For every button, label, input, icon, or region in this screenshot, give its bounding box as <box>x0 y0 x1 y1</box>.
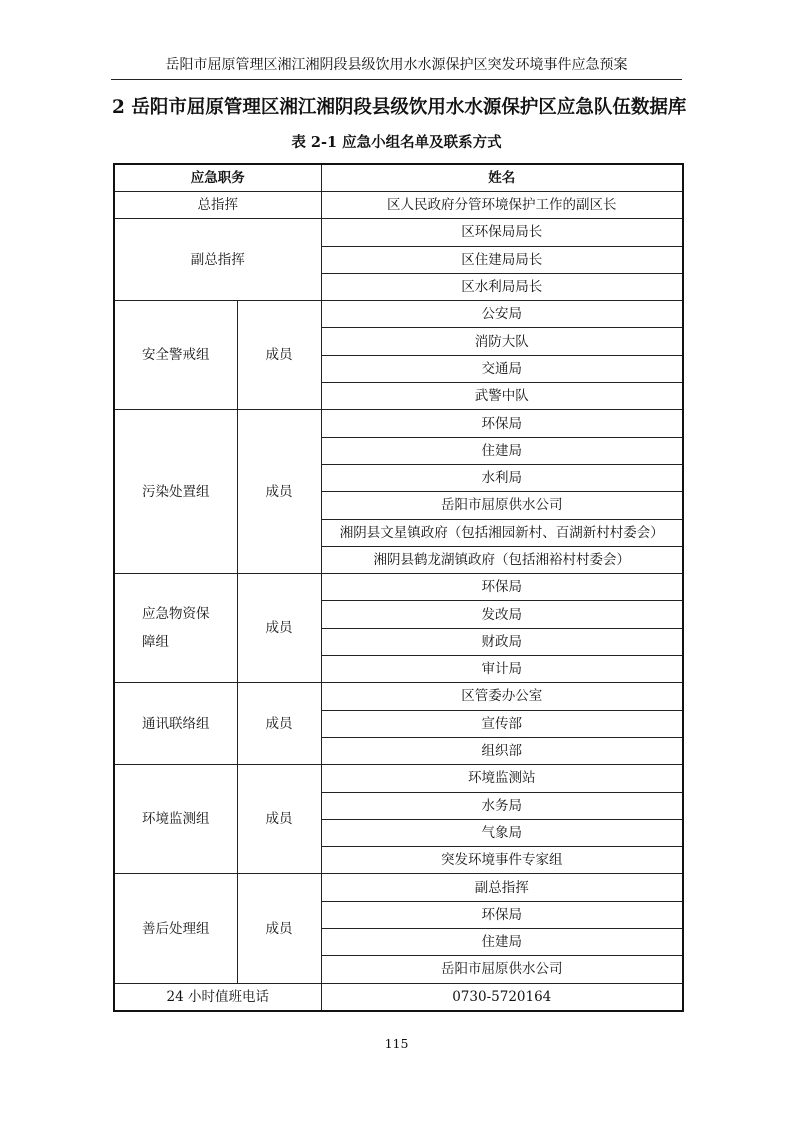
group-name: 环境监测组 <box>114 765 237 874</box>
section-title: 2 岳阳市屈原管理区湘江湘阴段县级饮用水水源保护区应急队伍数据库 <box>112 97 687 118</box>
unit-name: 气象局 <box>321 819 683 846</box>
deputy-role: 副总指挥 <box>114 219 321 301</box>
table-row <box>114 301 683 328</box>
member-label: 成员 <box>237 301 321 410</box>
unit-name: 岳阳市屈原供水公司 <box>321 492 683 519</box>
group-name: 安全警戒组 <box>114 301 237 410</box>
group-name: 善后处理组 <box>114 874 237 983</box>
unit-name: 环保局 <box>321 410 683 437</box>
group-name: 污染处置组 <box>114 410 237 574</box>
table-row <box>114 219 683 246</box>
unit-name: 宣传部 <box>321 710 683 737</box>
unit-name: 组织部 <box>321 737 683 764</box>
unit-name: 环保局 <box>321 574 683 601</box>
hotline-number: 0730-5720164 <box>321 983 683 1011</box>
hotline-label: 24 小时值班电话 <box>114 983 321 1011</box>
table-row <box>114 192 683 219</box>
table-caption: 表 2-1 应急小组名单及联系方式 <box>291 134 502 151</box>
deputy-name: 区水利局局长 <box>321 273 683 300</box>
member-label: 成员 <box>237 574 321 683</box>
table-row <box>114 410 683 437</box>
running-header: 岳阳市屈原管理区湘江湘阴段县级饮用水水源保护区突发环境事件应急预案 <box>165 57 628 73</box>
header-role: 应急职务 <box>114 164 321 192</box>
unit-name: 水利局 <box>321 464 683 491</box>
deputy-name: 区环保局局长 <box>321 219 683 246</box>
unit-name: 住建局 <box>321 437 683 464</box>
unit-name: 住建局 <box>321 929 683 956</box>
table-row <box>114 983 683 1011</box>
table-header-row <box>114 164 683 192</box>
header-rule <box>111 79 682 80</box>
unit-name: 环保局 <box>321 901 683 928</box>
unit-name: 岳阳市屈原供水公司 <box>321 956 683 983</box>
table-row <box>114 874 683 901</box>
unit-name: 审计局 <box>321 656 683 683</box>
deputy-name: 区住建局局长 <box>321 246 683 273</box>
unit-name: 消防大队 <box>321 328 683 355</box>
table-row <box>114 574 683 601</box>
unit-name: 突发环境事件专家组 <box>321 847 683 874</box>
member-label: 成员 <box>237 683 321 765</box>
commander-role: 总指挥 <box>114 192 321 219</box>
group-name-line2: 障组 <box>142 634 169 651</box>
member-label: 成员 <box>237 874 321 983</box>
unit-name: 武警中队 <box>321 383 683 410</box>
unit-name: 湘阴县文星镇政府（包括湘园新村、百湖新村村委会） <box>321 519 683 546</box>
group-name: 通讯联络组 <box>114 683 237 765</box>
unit-name: 交通局 <box>321 355 683 382</box>
page-number: 115 <box>384 1036 409 1051</box>
unit-name: 区管委办公室 <box>321 683 683 710</box>
header-name: 姓名 <box>321 164 683 192</box>
unit-name: 发改局 <box>321 601 683 628</box>
member-label: 成员 <box>237 410 321 574</box>
table-row <box>114 683 683 710</box>
unit-name: 水务局 <box>321 792 683 819</box>
emergency-team-table <box>113 163 684 1012</box>
unit-name: 财政局 <box>321 628 683 655</box>
unit-name: 湘阴县鹤龙湖镇政府（包括湘裕村村委会） <box>321 546 683 573</box>
unit-name: 副总指挥 <box>321 874 683 901</box>
table-row <box>114 765 683 792</box>
group-name <box>114 574 237 683</box>
unit-name: 公安局 <box>321 301 683 328</box>
group-name-line1: 应急物资保 <box>142 606 210 623</box>
commander-name: 区人民政府分管环境保护工作的副区长 <box>321 192 683 219</box>
unit-name: 环境监测站 <box>321 765 683 792</box>
member-label: 成员 <box>237 765 321 874</box>
